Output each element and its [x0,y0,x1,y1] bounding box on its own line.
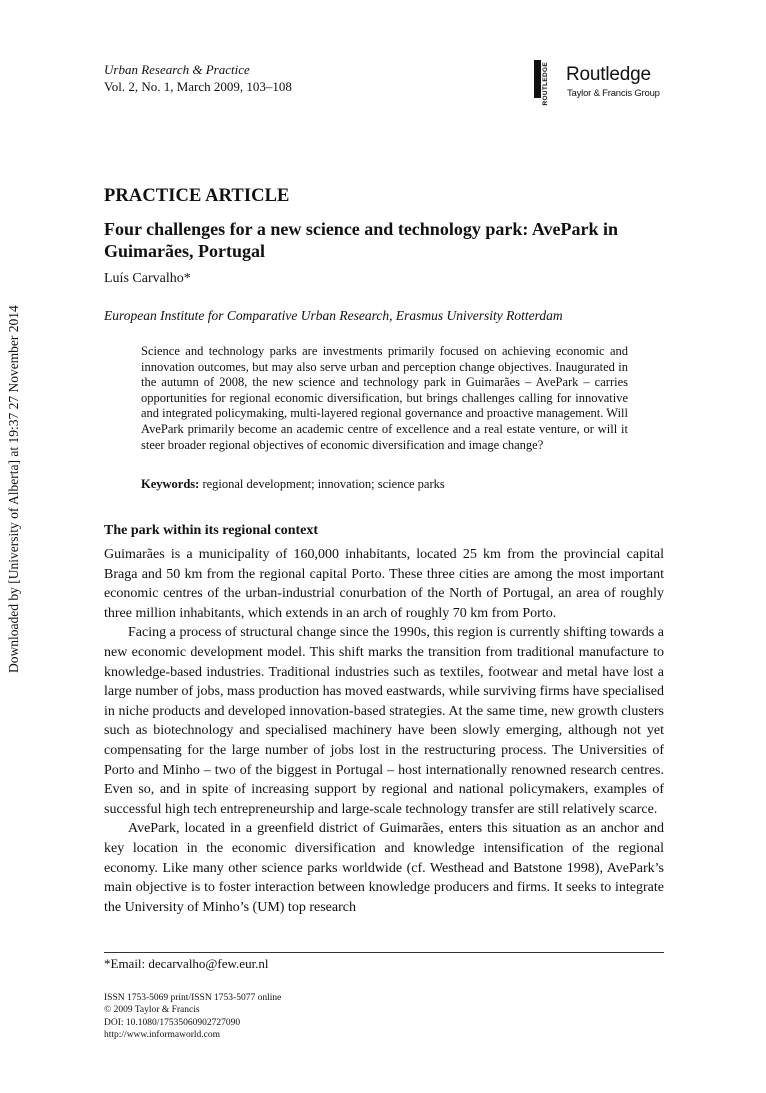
doi-line: DOI: 10.1080/17535060902727090 [104,1017,241,1028]
journal-volume: Vol. 2, No. 1, March 2009, 103–108 [104,79,292,94]
copyright-line: © 2009 Taylor & Francis [104,1005,200,1016]
routledge-logo [534,58,674,104]
journal-header [104,61,292,95]
publisher-brand: Routledge [566,64,651,85]
url-line[interactable]: http://www.informaworld.com [104,1029,221,1040]
journal-name: Urban Research & Practice [104,62,250,77]
keywords-list: regional development; innovation; science parks [202,477,445,491]
article-title: Four challenges for a new science and technology park: AvePark in Guimarães, Portugal [104,219,618,261]
article-type: PRACTICE ARTICLE [104,186,290,206]
article-author: Luís Carvalho* [104,271,191,286]
body-text [104,545,664,917]
paragraph-3: AvePark, located in a greenfield district of Guimarães, enters this situation as an anchor and key location in the economic diversification and knowledge intensification of the regional economy. Like many other science parks worldwide (cf. Westhead and Batstone 1998), AvePark’s main objective is to foster interaction between knowledge producers and firms. It seeks to integrate the University of Minho’s (UM) top research [104,821,664,915]
paragraph-2: Facing a process of structural change since the 1990s, this region is currently shifting towards a new economic development model. This shift marks the transition from traditional manufacture to knowledge-based industries. Traditional industries such as textiles, footwear and metal have lost a large number of jobs, mass production has moved eastwards, while surviving firms have specialised in niche products and developed innovation-based strategies. At the same time, new growth clusters such as biotechnology and specialised machinery have been slowly emerging, although not yet compensating for the large number of jobs lost in the restructuring process. The Universities of Porto and Minho – two of the biggest in Portugal – host internationally renowned research centres. Even so, and in spite of increasing support by regional and national policymakers, examples of successful high tech entrepreneurship and large-scale technology transfer are still relatively scarce. [104,625,665,817]
paragraph-1: Guimarães is a municipality of 160,000 inhabitants, located 25 km from the provincial capital Braga and 50 km from the regional capital Porto. These three cities are among the most important economic centres of the urban-industrial conurbation of the North of Portugal, an area of roughly three million inhabitants, which extends in an arch of roughly 70 km from Porto. [104,547,664,621]
abstract: Science and technology parks are investments primarily focused on achieving economic and innovation outcomes, but may also serve urban and perception change objectives. Inaugurated in the autumn of 2008, the new science and technology park in Guimarães – AvePark – carries opportunities for regional economic diversification, but brings challenges calling for innovative and integrated policymaking, multi-layered regional governance and proactive management. Will AvePark primarily become an academic centre of excellence and a real estate venture, or will it steer broader regional objectives of economic diversification and image change? [141,344,628,452]
publisher-vertical-text: ROUTLEDGE [542,62,549,106]
keywords-label: Keywords: [141,477,200,491]
download-stamp: Downloaded by [University of Alberta] at 19:37 27 November 2014 [6,305,21,673]
author-affiliation: European Institute for Comparative Urban Research, Erasmus University Rotterdam [104,308,563,323]
footnote-email: *Email: decarvalho@few.eur.nl [104,956,269,971]
footnote-rule [104,952,664,953]
issn-line: ISSN 1753-5069 print/ISSN 1753-5077 online [104,993,282,1003]
section-heading: The park within its regional context [104,523,319,538]
publisher-group: Taylor & Francis Group [567,88,660,99]
keywords [141,477,628,492]
issn-block [104,992,281,1041]
